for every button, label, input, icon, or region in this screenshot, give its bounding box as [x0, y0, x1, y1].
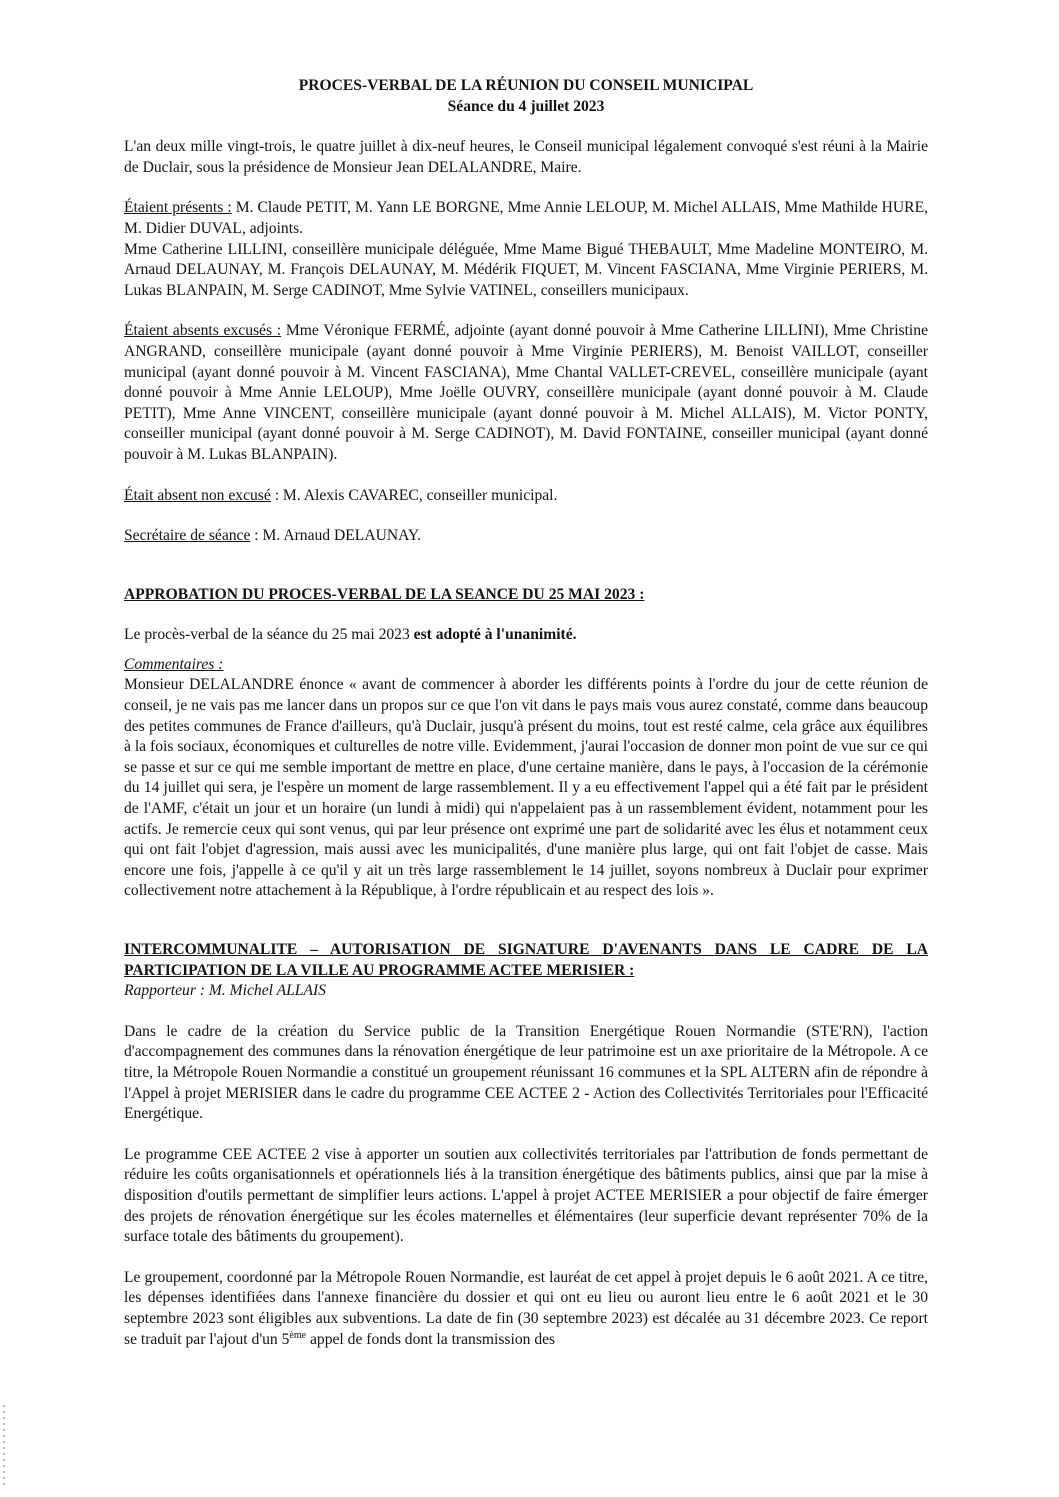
presents-adjoints: M. Claude PETIT, M. Yann LE BORGNE, Mme Annie LELOUP, M. Michel ALLAIS, Mme Mathilde HURE, M. Didier DUVAL, adjoints.: [124, 199, 929, 237]
intercommunalite-paragraph-2: Le programme CEE ACTEE 2 vise à apporter un soutien aux collectivités territoriales par l'attribution de fonds permettant de réduire les coûts organisationnels et opérationnels liés à la transition énergétique des bâtiments publics, ainsi que par la mise à disposition d'outils permettant de simplifier leurs actions. L'appel à projet ACTEE MERISIER a pour objectif de faire émerger des projets de rénovation énergétique sur les écoles maternelles et élémentaires (leur superficie devant représenter 70% de la surface totale des bâtiments du groupement).: [124, 1145, 928, 1246]
comments-paragraph: Monsieur DELALANDRE énonce « avant de commencer à aborder les différents points à l'ordre du jour de cette réunion de conseil, je ne vais pas me lancer dans un propos sur ce que l'on vit dans le pays mais vous aurez constaté, comme dans beaucoup des petites communes de France d'ailleurs, qu'à Duclair, jusqu'à présent du moins, tout est resté calme, cela grâce aux équilibres à la fois sociaux, économiques et culturelles de notre ville. Evidemment, j'aurai l'occasion de donner mon point de vue sur ce qui se passe et sur ce qui me semble important de mettre en place, d'une certaine manière, dans le pays, à l'occasion de la cérémonie du 14 juillet qui sera, je l'espère un moment de large rassemblement. Il y a eu effectivement l'appel qui a été fait par le président de l'AMF, c'était un jour et un horaire (un lundi à midi) qui n'appelaient pas à un rassemblement évident, notamment pour les actifs. Je remercie ceux qui sont venus, qui par leur présence ont exprimé une part de solidarité avec les élus et notamment ceux qui ont fait l'objet d'agression, mais aussi avec les municipalités, d'une manière plus large, qui ont fait l'objet de casse. Mais encore une fois, j'appelle à ce qu'il y ait un très large rassemblement le 14 juillet, soyons nombreux à Duclair pour exprimer collectivement notre attachement à la République, à l'ordre républicain et au respect des lois ».: [124, 676, 928, 900]
intercommunalite-paragraph-1: Dans le cadre de la création du Service public de la Transition Energétique Rouen Normandie (STE'RN), l'action d'accompagnement des communes dans la rénovation énergétique de leur patrimoine est un axe prioritaire de la Métropole. A ce titre, la Métropole Rouen Normandie a constitué un groupement réunissant 16 communes et la SPL ALTERN afin de répondre à l'Appel à projet MERISIER dans le cadre du programme CEE ACTEE 2 - Action des Collectivités Territoriales pour l'Efficacité Energétique.: [124, 1022, 928, 1123]
absent-non-excuse-paragraph: [124, 486, 928, 507]
absents-excuses-text: Mme Véronique FERMÉ, adjointe (ayant donné pouvoir à Mme Catherine LILLINI), Mme Christine ANGRAND, conseillère municipale (ayant donné pouvoir à Mme Virginie PERIERS), M. Benoist VAILLOT, conseiller municipal (ayant donné pouvoir à M. Vincent FASCIANA), Mme Chantal VALLET-CREVEL, conseillère municipale (ayant donné pouvoir à Mme Annie LELOUP), Mme Joëlle OUVRY, conseillère municipale (ayant donné pouvoir à M. Claude PETIT), Mme Anne VINCENT, conseillère municipale (ayant donné pouvoir à M. Michel ALLAIS), M. Victor PONTY, conseiller municipal (ayant donné pouvoir à M. Serge CADINOT), M. David FONTAINE, conseiller municipal (ayant donné pouvoir à M. Lukas BLANPAIN).: [124, 322, 928, 463]
approbation-paragraph: [124, 625, 928, 646]
paragraph-3-end: appel de fonds dont la transmission des: [306, 1330, 556, 1348]
section-intercommunalite-heading: INTERCOMMUNALITE – AUTORISATION DE SIGNATURE D'AVENANTS DANS LE CADRE DE LA PARTICIPATION DE LA VILLE AU PROGRAMME ACTEE MERISIER :: [124, 941, 928, 979]
paragraph-3-start: Le groupement, coordonné par la Métropole Rouen Normandie, est lauréat de cet appel à projet depuis le 6 août 2021. A ce titre, les dépenses identifiées dans l'annexe financière du dossier et qui ont eu lieu ou auront lieu entre le 6 août 2021 et le 30 septembre 2023 sont éligibles aux subventions. La date de fin (30 septembre 2023) est décalée au 31 décembre 2023. Ce report se traduit par l'ajout d'un 5: [124, 1268, 928, 1348]
secretaire-text: : M. Arnaud DELAUNAY.: [250, 527, 422, 545]
secretaire-label: Secrétaire de séance: [124, 527, 251, 545]
presents-paragraph: [124, 198, 928, 239]
scan-edge-mark: [3, 1405, 5, 1485]
comments-label: Commentaires :: [124, 655, 224, 673]
secretaire-paragraph: [124, 526, 928, 547]
section-approbation-heading: APPROBATION DU PROCES-VERBAL DE LA SEANCE DU 25 MAI 2023 :: [124, 585, 645, 603]
absent-non-excuse-label: Était absent non excusé: [124, 486, 271, 504]
document-subtitle: Séance du 4 juillet 2023: [447, 97, 605, 115]
approbation-text: Le procès-verbal de la séance du 25 mai 2023: [124, 626, 414, 644]
absents-excuses-paragraph: [124, 321, 928, 465]
presents-conseillers: Mme Catherine LILLINI, conseillère municipale déléguée, Mme Mame Bigué THEBAULT, Mme Madeline MONTEIRO, M. Arnaud DELAUNAY, M. François DELAUNAY, M. Médérik FIQUET, M. Vincent FASCIANA, Mme Virginie PERIERS, M. Lukas BLANPAIN, M. Serge CADINOT, Mme Sylvie VATINEL, conseillers municipaux.: [124, 240, 928, 299]
intercommunalite-paragraph-3: [124, 1268, 928, 1350]
presents-label: Étaient présents :: [124, 199, 232, 217]
document-title: PROCES-VERBAL DE LA RÉUNION DU CONSEIL MUNICIPAL: [298, 77, 754, 94]
superscript-eme: ème: [289, 1329, 307, 1341]
absent-non-excuse-text: : M. Alexis CAVAREC, conseiller municipal.: [270, 486, 558, 504]
absents-excuses-label: Étaient absents excusés :: [124, 322, 282, 340]
document-page: [124, 76, 928, 1350]
rapporteur: Rapporteur : M. Michel ALLAIS: [124, 982, 326, 1000]
approbation-result: est adopté à l'unanimité.: [413, 626, 577, 644]
intro-paragraph: L'an deux mille vingt-trois, le quatre juillet à dix-neuf heures, le Conseil municipal légalement convoqué s'est réuni à la Mairie de Duclair, sous la présidence de Monsieur Jean DELALANDRE, Maire.: [124, 138, 928, 176]
